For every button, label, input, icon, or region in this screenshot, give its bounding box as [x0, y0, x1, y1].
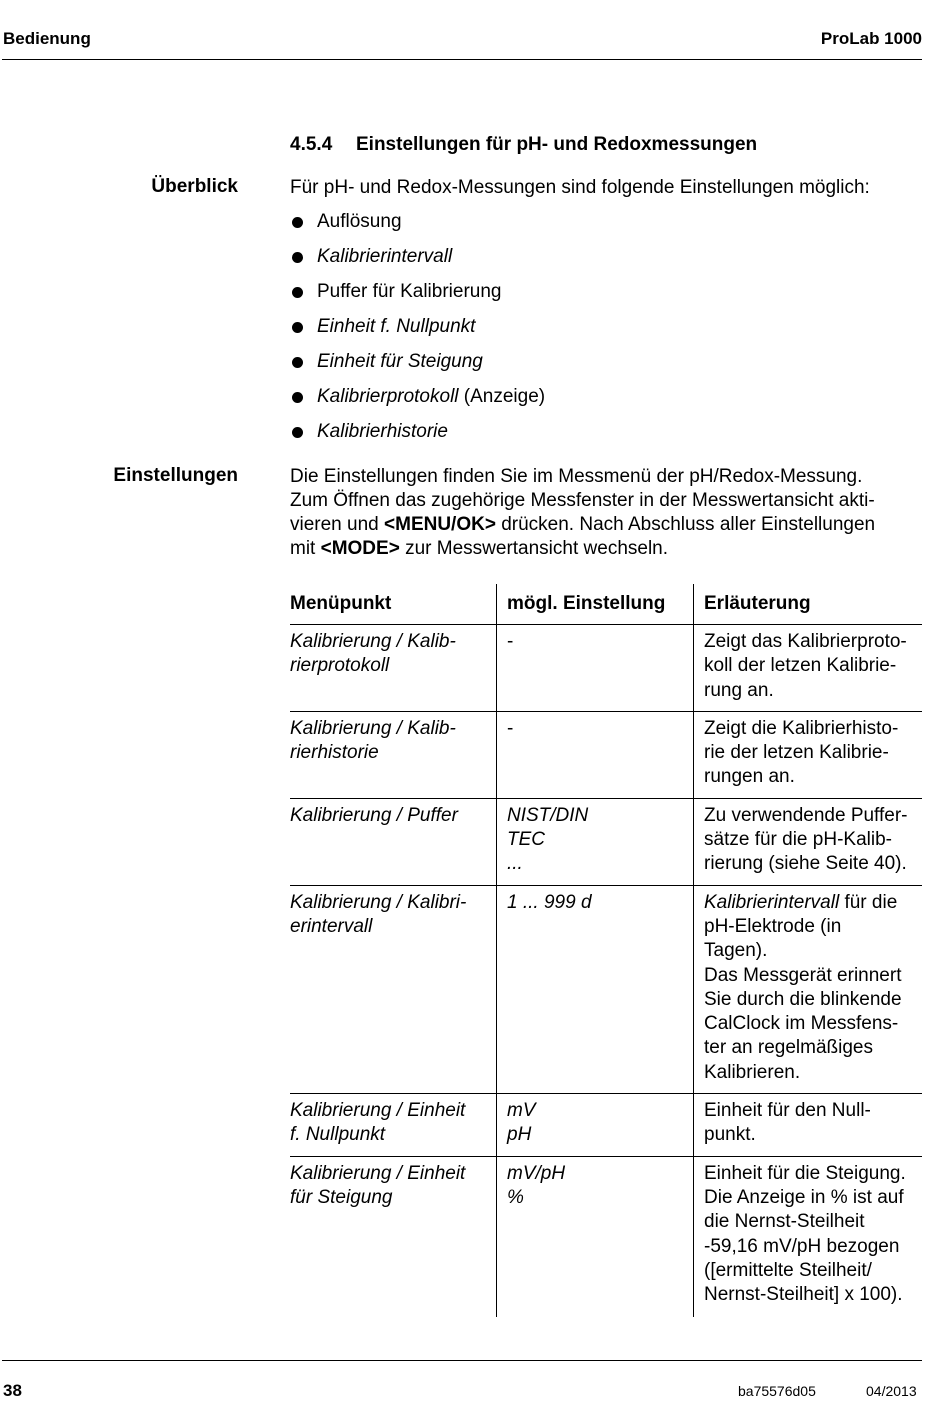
- table-header-row: [290, 584, 922, 625]
- list-item: Puffer für Kalibrierung: [290, 280, 545, 315]
- menu-cell: Kalibrierung / Puffer: [290, 798, 497, 885]
- table-row: [290, 885, 922, 1093]
- document-date: 04/2013: [866, 1383, 917, 1399]
- setting-cell: -: [497, 625, 694, 712]
- menu-ok-key: <MENU/OK>: [384, 514, 496, 535]
- overview-intro: Für pH- und Redox-Messungen sind folgende Einstellungen möglich:: [290, 177, 870, 198]
- bullet-icon: [292, 217, 303, 228]
- running-header-left: Bedienung: [3, 29, 91, 48]
- table-row: [290, 625, 922, 712]
- menu-cell: Kalibrierung / Kalib- rierhistorie: [290, 711, 497, 798]
- bullet-icon: [292, 392, 303, 403]
- document-id: ba75576d05: [738, 1383, 816, 1399]
- section-heading: [290, 134, 757, 156]
- table-row: [290, 711, 922, 798]
- description-cell: Einheit für die Steigung. Die Anzeige in % ist auf die Nernst-Steilheit -59,16 mV/pH bezogen ([ermittelte Steilheit/ Nernst-Steilheit] x 100).: [694, 1156, 923, 1317]
- list-item: Kalibrierhistorie: [290, 420, 545, 455]
- description-cell: Zeigt das Kalibrierproto- koll der letzen Kalibrie- rung an.: [694, 625, 923, 712]
- setting-cell: -: [497, 711, 694, 798]
- description-cell: Kalibrierintervall für die pH-Elektrode (in Tagen). Das Messgerät erinnert Sie durch die blinkende CalClock im Messfens- ter an regelmäßiges Kalibrieren.: [694, 885, 923, 1093]
- menu-cell: Kalibrierung / Kalibri- erintervall: [290, 885, 497, 1093]
- setting-cell: 1 ... 999 d: [497, 885, 694, 1093]
- settings-paragraph: Die Einstellungen finden Sie im Messmenü der pH/Redox-Messung. Zum Öffnen das zugehörige Messfenster in der Messwertansicht akti- vieren und <MENU/OK> drücken. Nach Abschluss aller Einstellungen mit <MODE> zur Messwertansicht wechseln.: [290, 466, 876, 559]
- list-item: Kalibrierprotokoll (Anzeige): [290, 385, 545, 420]
- menu-cell: Kalibrierung / Einheit für Steigung: [290, 1162, 466, 1208]
- section-title: Einstellungen für pH- und Redoxmessungen: [356, 134, 758, 155]
- bullet-icon: [292, 322, 303, 333]
- bullet-icon: [292, 252, 303, 263]
- page-number: 38: [3, 1381, 22, 1400]
- description-cell: Zeigt die Kalibrierhisto- rie der letzen Kalibrie- rungen an.: [694, 711, 923, 798]
- section-number: 4.5.4: [290, 134, 333, 155]
- table-row: [290, 1094, 922, 1157]
- bullet-icon: [292, 287, 303, 298]
- column-header-setting: mögl. Einstellung: [497, 584, 694, 625]
- list-item: Einheit f. Nullpunkt: [290, 315, 545, 350]
- mode-key: <MODE>: [320, 538, 400, 559]
- column-header-menu: Menüpunkt: [290, 584, 497, 625]
- description-cell: Zu verwendende Puffer- sätze für die pH-Kalib- rierung (siehe Seite 40).: [694, 798, 923, 885]
- overview-label: Überblick: [151, 176, 238, 197]
- bullet-icon: [292, 357, 303, 368]
- setting-cell: mV/pH %: [497, 1156, 694, 1317]
- header-divider: [2, 59, 922, 60]
- table-row: [290, 798, 922, 885]
- settings-table: [290, 584, 922, 1317]
- settings-list: [290, 210, 545, 455]
- menu-cell: Kalibrierung / Kalib- rierprotokoll: [290, 625, 497, 712]
- list-item: Einheit für Steigung: [290, 350, 545, 385]
- description-cell: Einheit für den Null- punkt.: [694, 1094, 923, 1157]
- table-row: [290, 1156, 922, 1317]
- column-header-description: Erläuterung: [694, 584, 923, 625]
- running-header-right: ProLab 1000: [820, 29, 922, 48]
- settings-label: Einstellungen: [113, 465, 238, 486]
- setting-cell: NIST/DIN TEC ...: [497, 798, 694, 885]
- footer-divider: [2, 1360, 922, 1361]
- bullet-icon: [292, 427, 303, 438]
- list-item: Kalibrierintervall: [290, 245, 545, 280]
- list-item: Auflösung: [290, 210, 545, 245]
- setting-cell: mV pH: [497, 1094, 694, 1157]
- menu-cell: Kalibrierung / Einheit f. Nullpunkt: [290, 1094, 497, 1157]
